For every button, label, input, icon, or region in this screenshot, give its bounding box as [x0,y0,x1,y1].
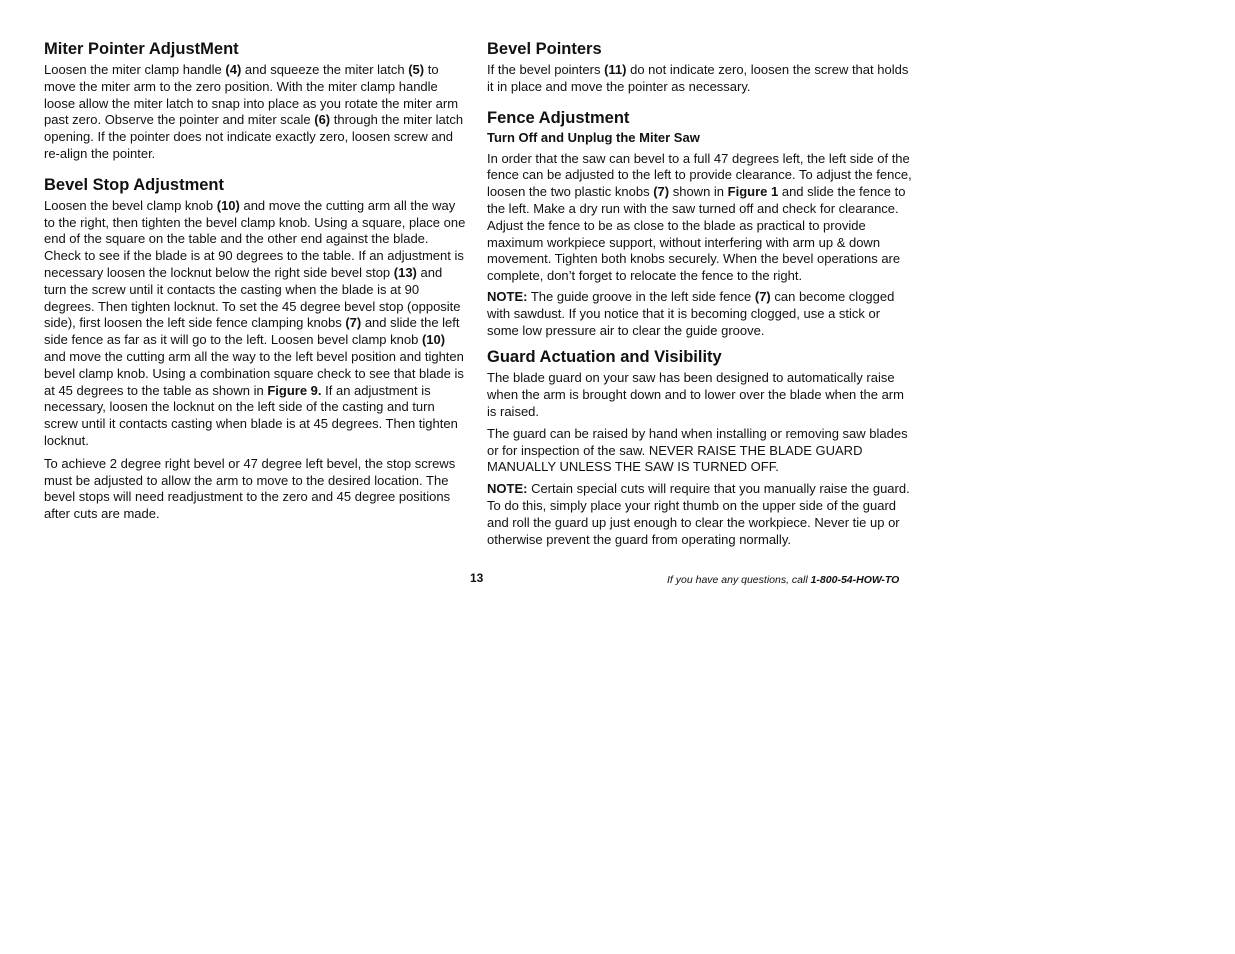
bevel-stop-readjust-text: To achieve 2 degree right bevel or 47 degree left bevel, the stop screws must be adjusted to allow the arm to move to the desired location. The bevel stops will need readjustment to the zero and 45 degree positions after cuts are made. [44,455,456,522]
bevel-stop-heading: Bevel Stop Adjustment [44,175,224,194]
fence-adjustment-subheading: Turn Off and Unplug the Miter Saw [487,129,700,145]
bevel-pointers-heading: Bevel Pointers [487,40,602,58]
help-line: If you have any questions, call 1-800-54-HOW-TO [667,574,900,586]
guard-note-text: NOTE: Certain special cuts will require that you manually raise the guard. To do this, simply place your right thumb on the upper side of the guard and roll the guard up just enough to clear the workpiece. Never tie up or otherwise prevent the guard from operating normally. [487,481,910,547]
fence-adjustment-text: In order that the saw can bevel to a full 47 degrees left, the left side of the fence can be adjusted to the left to provide clearance. To adjust the fence, loosen the two plastic knobs (7) shown in Figure 1 and slide the fence to the left. Make a dry run with the saw turned off and check for clearance. Adjust the fence to be as close to the blade as practical to provide maximum workpiece support, without interfering with arm up & down movement. Tighten both knobs securely. When the bevel operations are complete, don’t forget to relocate the fence to the right. [487,150,912,284]
bevel-stop-section [44,175,466,523]
guard-text-2: The guard can be raised by hand when installing or removing saw blades or for inspection of the saw. NEVER RAISE THE BLADE GUARD MANUALLY UNLESS THE SAW IS TURNED OFF. [487,425,908,475]
fence-adjustment-section [487,108,912,340]
right-column [487,39,912,560]
left-column [44,39,466,535]
fence-adjustment-heading: Fence Adjustment [487,108,630,127]
guard-text-1: The blade guard on your saw has been designed to automatically raise when the arm is brought down and to lower over the blade when the arm is raised. [487,370,904,419]
guard-section [487,347,912,548]
help-phone: 1-800-54-HOW-TO [810,574,900,586]
miter-pointer-text: Loosen the miter clamp handle (4) and squeeze the miter latch (5) to move the miter arm to the zero position. With the miter clamp handle loose allow the miter latch to snap into place as you rotate the miter arm past zero. Observe the pointer and miter scale (6) through the miter latch opening. If the pointer does not indicate exactly zero, loosen screw and re-align the pointer. [44,62,464,161]
bevel-stop-text: Loosen the bevel clamp knob (10) and move the cutting arm all the way to the right, then tighten the bevel clamp knob. Using a square, place one end of the square on the table and the other end against the blade. Check to see if the blade is at 90 degrees to the table. If an adjustment is necessary loosen the locknut below the right side bevel stop (13) and turn the screw until it contacts the casting when the blade is at 90 degrees. Then tighten locknut. To set the 45 degree bevel stop (opposite side), first loosen the left side fence clamping knobs (7) and slide the left side fence as far as it will go to the left. Loosen bevel clamp knob (10) and move the cutting arm all the way to the left bevel position and tighten bevel clamp knob. Using a combination square check to see that blade is at 45 degrees to the table as shown in Figure 9. If an adjustment is necessary, loosen the locknut on the left side of the casting and turn screw until it contacts casting when blade is at 45 degrees. Then tighten locknut. [44,197,466,448]
miter-pointer-section [44,39,466,163]
fence-note-text: NOTE: The guide groove in the left side fence (7) can become clogged with sawdust. If you notice that it is becoming clogged, use a stick or some low pressure air to clear the guide groove. [487,288,895,338]
guard-heading: Guard Actuation and Visibility [487,348,722,367]
bevel-pointers-section [487,39,912,96]
bevel-pointers-text: If the bevel pointers (11) do not indicate zero, loosen the screw that holds it in place and move the pointer as necessary. [487,62,909,94]
miter-pointer-heading: Miter Pointer AdjustMent [44,40,239,58]
page-number: 13 [470,571,484,585]
